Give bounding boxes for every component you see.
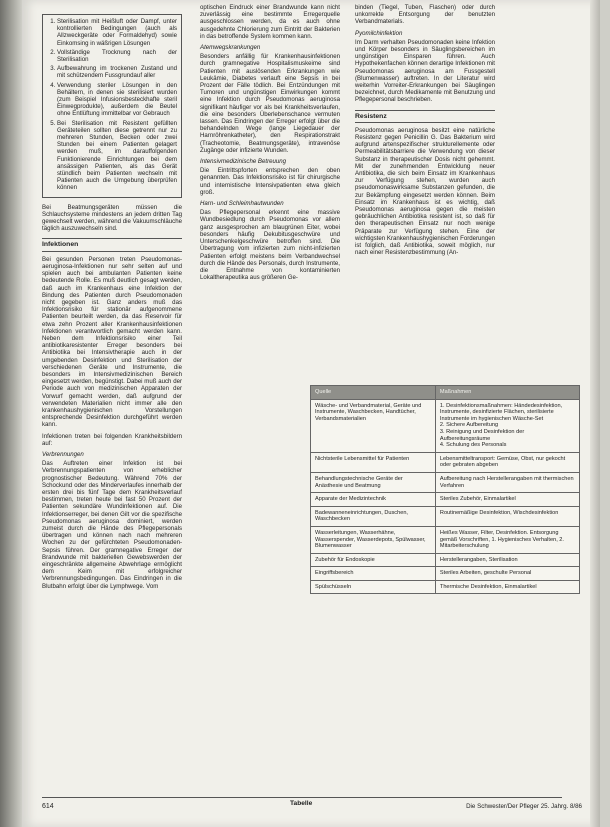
table-row — [311, 452, 580, 472]
table-caption: Tabelle — [290, 800, 313, 807]
column-right — [355, 4, 495, 261]
table-cell: 1. Desinfektionsmaßnahmen: Händedesinfektion, Instrumente, desinfizierte Flächen, sterilisierte Instrumente im hygienischen Wäsche-Set 2. Sichere Aufbereitung 3. Reinigung und Desinfektion der Aufbereitungsräume 4. Schulung des Personals — [435, 399, 579, 452]
column-left — [42, 14, 182, 594]
table-cell: Zubehör für Endoskopie — [311, 553, 436, 567]
table-row — [311, 493, 580, 507]
table-cell: Thermische Desinfektion, Einmalartikel — [435, 580, 579, 594]
paragraph: binden (Tiegel, Tuben, Flaschen) oder durch unkorrekte Entsorgung der benutzten Verbandmaterials. — [355, 4, 495, 26]
table-cell: Badewanneneinrichtungen, Duschen, Waschbecken — [311, 506, 436, 526]
table-row — [311, 506, 580, 526]
table-row — [311, 472, 580, 492]
subheading: Harn- und Schleimhautwunden — [200, 200, 284, 208]
table-cell: Routinemäßige Desinfektion, Wischdesinfektion — [435, 506, 579, 526]
section-heading-resistenz: Resistenz — [355, 110, 495, 123]
hygiene-table — [310, 385, 580, 594]
subheading: Atemwegskrankungen — [200, 44, 261, 52]
paragraph: Das Pflegepersonal erkennt eine massive Wundbesiedlung durch Pseudomonas vor allem ganz ausgesprochen am blaugrünen Eiter, wobei besonders häufig Dekubitusgeschwüre und Unterschenkelgeschwüre betroffen sind. Die Übertragung vom infizierten zum nicht-infizierten Patienten erfolgt meistens beim Verbandwechsel durch die Hände des Personals, durch Instrumente, die Entnahme von kontaminierten Lokaltherapeutika aus größeren Ge- — [200, 209, 340, 282]
page-edge — [590, 0, 600, 827]
paragraph: optischen Eindruck einer Brandwunde kann nicht zuverlässig eine bestimmte Erregerquelle ausgeschlossen werden, da es auch ohne ausgedehnte Chlorierung zum Eintritt der Bakterien in das betroffende System kommen kann. — [200, 4, 340, 40]
list-item: 5. Bei Sterilisation mit Resistent gefüllten Geräteteilen sollten diese getrennt nur zu mehreren Stunden, Becken oder zwei Stunden bei einem Patienten gelagert werden muß, im darauffolgenden Funktionierende Einrichtungen bei dem ansässigen Patienten, als das Gerät stündlich beim Patienten wechseln mit Patienten auch die Umgebung überprüfen können — [57, 120, 177, 192]
sources-measures-table — [310, 385, 580, 594]
table-cell: Steriles Zubehör, Einmalartikel — [435, 493, 579, 507]
table-cell: Eingriffsbereich — [311, 567, 436, 581]
paragraph: Pseudomonas aeruginosa besitzt eine natürliche Resistenz gegen Penicillin G. Das Bakterium wird aufgrund artenspezifischer strukturellemente oder Permeabilitätsbarriere die Verwendung von dieser Substanz in therapeutischer Dosis nicht gehemmt. Mit der zunehmenden Entwicklung neuer Antibiotika, die sich beim Einsatz im Krankenhaus zur Verfügung stehen, wurden auch pseudomonaswirksame Substanzen gefunden, die zur Bekämpfung eingesetzt werden können. Beim Einsatz im Krankenhaus ist es wichtig, daß Pseudomonas aeruginosa gegen die meisten gebräuchlichen Antibiotika resistent ist, so daß für den therapeutischen Einsatz nur noch wenige Präparate zur Verfügung stehen. Eine der wichtigsten Krankenhaushygienischen Forderungen ist folglich, daß Antibiotika, soweit möglich, nur nach einer Resistenzbestimmung (An- — [355, 126, 495, 257]
table-cell: Nichtsterile Lebensmittel für Patienten — [311, 452, 436, 472]
page-number: 614 — [42, 803, 54, 810]
list-item: 3. Aufbewahrung im trockenen Zustand und mit schützendem Fussgrundauf aller — [57, 65, 177, 79]
subheading: Intensivmedizinische Betreuung — [200, 158, 287, 166]
column-middle — [200, 4, 340, 285]
hygiene-measures-list — [47, 18, 177, 192]
paragraph: Infektionen treten bei folgenden Krankheitsbildern auf: — [42, 432, 182, 447]
book-binding — [0, 0, 22, 827]
paragraph: Bei Beatmungsgeräten müssen die Schlauchsysteme mindestens an jedem dritten Tag gewechselt werden, während die Vakuumschläuche täglich auszuwechseln sind. — [42, 203, 182, 233]
footer-rule — [42, 797, 562, 798]
section-heading-infektionen: Infektionen — [42, 238, 182, 251]
paragraph: Die Eintrittspforten entsprechen den oben genannten. Das Infektionsrisiko ist für chirurgische und internistische Intensivpatienten etwa gleich groß. — [200, 167, 340, 196]
table-cell: Aufbereitung nach Herstellerangaben mit thermischen Verfahren — [435, 472, 579, 492]
table-cell: Heißes Wasser, Filter, Desinfektion. Entsorgung gemäß Vorschriften, 1. Hygienisches Verhalten, 2. Mitarbeiterschulung — [435, 526, 579, 553]
paragraph: Im Darm verhalten Pseudomonaden keine Infektion und Körper besonders in Säuglingsbereichen im ungünstigen Einsparen führen. Auch Hypothekenfachen können derartige Infektionen mit Pseudomonas aeruginosa am Fussgestell (Blumenwasser) auftreten. In der Literatur wird weiterhin Vorreiter-Erkrankungen bei Säuglingen bezeichnet, durch Medikamente mit Benutzung und Pflegepersonal beschrieben. — [355, 38, 495, 104]
table-cell: Behandlungstechnische Geräte der Anästhesie und Beatmung — [311, 472, 436, 492]
hygiene-measures-box — [42, 14, 182, 198]
table-header-row — [311, 386, 580, 400]
table-row — [311, 580, 580, 594]
table-cell: Wasserleitungen, Wasserhähne, Wasserspender, Wasserdepots, Spülwasser, Blumenwasser — [311, 526, 436, 553]
journal-footer: Die Schwester/Der Pfleger 25. Jahrg. 8/86 — [466, 803, 582, 810]
table-cell: Wäsche- und Verbandmaterial, Geräte und Instrumente, Waschbecken, Handtücher, Verbandsmaterialien — [311, 399, 436, 452]
table-cell: Steriles Arbeiten, geschulte Personal — [435, 567, 579, 581]
list-item: 4. Verwendung steriler Lösungen in den Behältern, in denen sie sterilisiert wurden (zum Beispiel Infusionsbesteckhafte steril Einwegprodukte), außerdem die Beutel ohne Entlüftung immittelbar vor Gebrauch — [57, 82, 177, 118]
table-cell: Lebensmitteltransport: Gemüse, Obst, nur gekocht oder gebraten abgeben — [435, 452, 579, 472]
table-cell: Apparate der Medizintechnik — [311, 493, 436, 507]
column-header: Quelle — [311, 386, 436, 400]
subheading: Pyomilchinfektion — [355, 29, 403, 37]
table-cell: Spülschüsseln — [311, 580, 436, 594]
table-row — [311, 526, 580, 553]
list-item: 2. Vollständige Trocknung nach der Sterilisation — [57, 49, 177, 63]
list-item: 1. Sterilisation mit Heißluft oder Dampf, unter kontrollierten Bedingungen (auch als Allzweckgeräte oder Formaldehyd) sowie Einkomsing in wäßrigen Lösungen — [57, 18, 177, 47]
table-row — [311, 553, 580, 567]
table-row — [311, 567, 580, 581]
table-row — [311, 399, 580, 452]
subheading-verbrennungen: Verbrennungen — [42, 450, 84, 458]
paragraph: Bei gesunden Personen treten Pseudomonas-aeruginosa-Infektionen nur sehr selten auf und spielen auch bei ambulanten Patienten keine bedeutende Rolle. Es muß deutlich gesagt werden, daß auch im Krankenhaus eine Infektion der Bindung des Patienten durch Pseudomonaden nicht gegeben ist. Ganz anders muß das Infektionsrisiko für stationär aufgenommene Patienten beurteilt werden, da das Reservoir für etwa zehn Prozent aller Krankenhausinfektionen Infektionen verantwortlich gemacht werden kann. Neben dem Infektionsrisiko einer Teil antibiotikaresistenter Erreger besonders bei Antibiotika bei Intensivtherapie auch in der umgebenden Desinfektion und Sterilisation der verschiedenen Geräte und Instrumente, die besonders im Intensivmedizinischen Bereich eingesetzt werden, begünstigt. Dabei muß auch der Periode auch von medizinischen Apparaten der Vorwurf gemacht werden, daß aufgrund der verwendeten Materialien nicht immer alle den krankenhaushygienischen Vorstellungen entsprechende Desinfektion durchgeführt werden kann. — [42, 255, 182, 429]
paragraph: Besonders anfällig für Krankenhausinfektionen durch gramnegative Hospitalismuskeime sind Patienten mit auslösenden Erkrankungen wie Leukämie, Diabetes verlauft eine Sepsis in bei Prozent der Fälle tödlich. Bei Entzündungen mit Tumoren und ungünstigen Einwirkungen kommt eine Infektion durch Pseudomonas aeruginosa signifikant häufiger vor als bei Krankheitsverlaufen, die eine besonders Überlebenschance vermuten lassen. Das Eindringen der Erreger erfolgt über die behandelnden Wege (lange Liegedauer der Harnröhrenkatheter), den Respirationstrakt (Tracheotomie, Beatmungsgeräte), intravenöse Zugänge oder infizierte Wunden. — [200, 53, 340, 154]
paragraph: Das Auftreten einer Infektion ist bei Verbrennungspatienten von erheblicher prognostischer Bedeutung. Während 70% der Schockund oder des Minderverlaufes innerhalb der ersten drei bis fünf Tage dem Krankheitsverlauf bestimmen, treten heute bei fast 50 Prozent der Patienten sekundäre Wundinfektionen auf. Die Infektionserreger, bei denen Gilt vor die spezifische Pseudomonas aeruginosa dominiert, werden zumeist durch die Hände des Pflegepersonals übertragen und können nach nach mehreren Wochen zu der gefürchteten Pseudomonaden-Sepsis führen. Der gramnegative Erreger der Brandwunde mit bakteriellen Gewebswerden der eingeschränkte allgemeine Abwehrlage ermöglicht dem Keim mit erfolgreicher Verbrennungsbedingungen. Das Eindringen in die Blutbahn erfolgt über die Lymphwege. Vom — [42, 460, 182, 590]
column-header: Maßnahmen — [435, 386, 579, 400]
table-cell: Herstellerangaben, Sterilisation — [435, 553, 579, 567]
